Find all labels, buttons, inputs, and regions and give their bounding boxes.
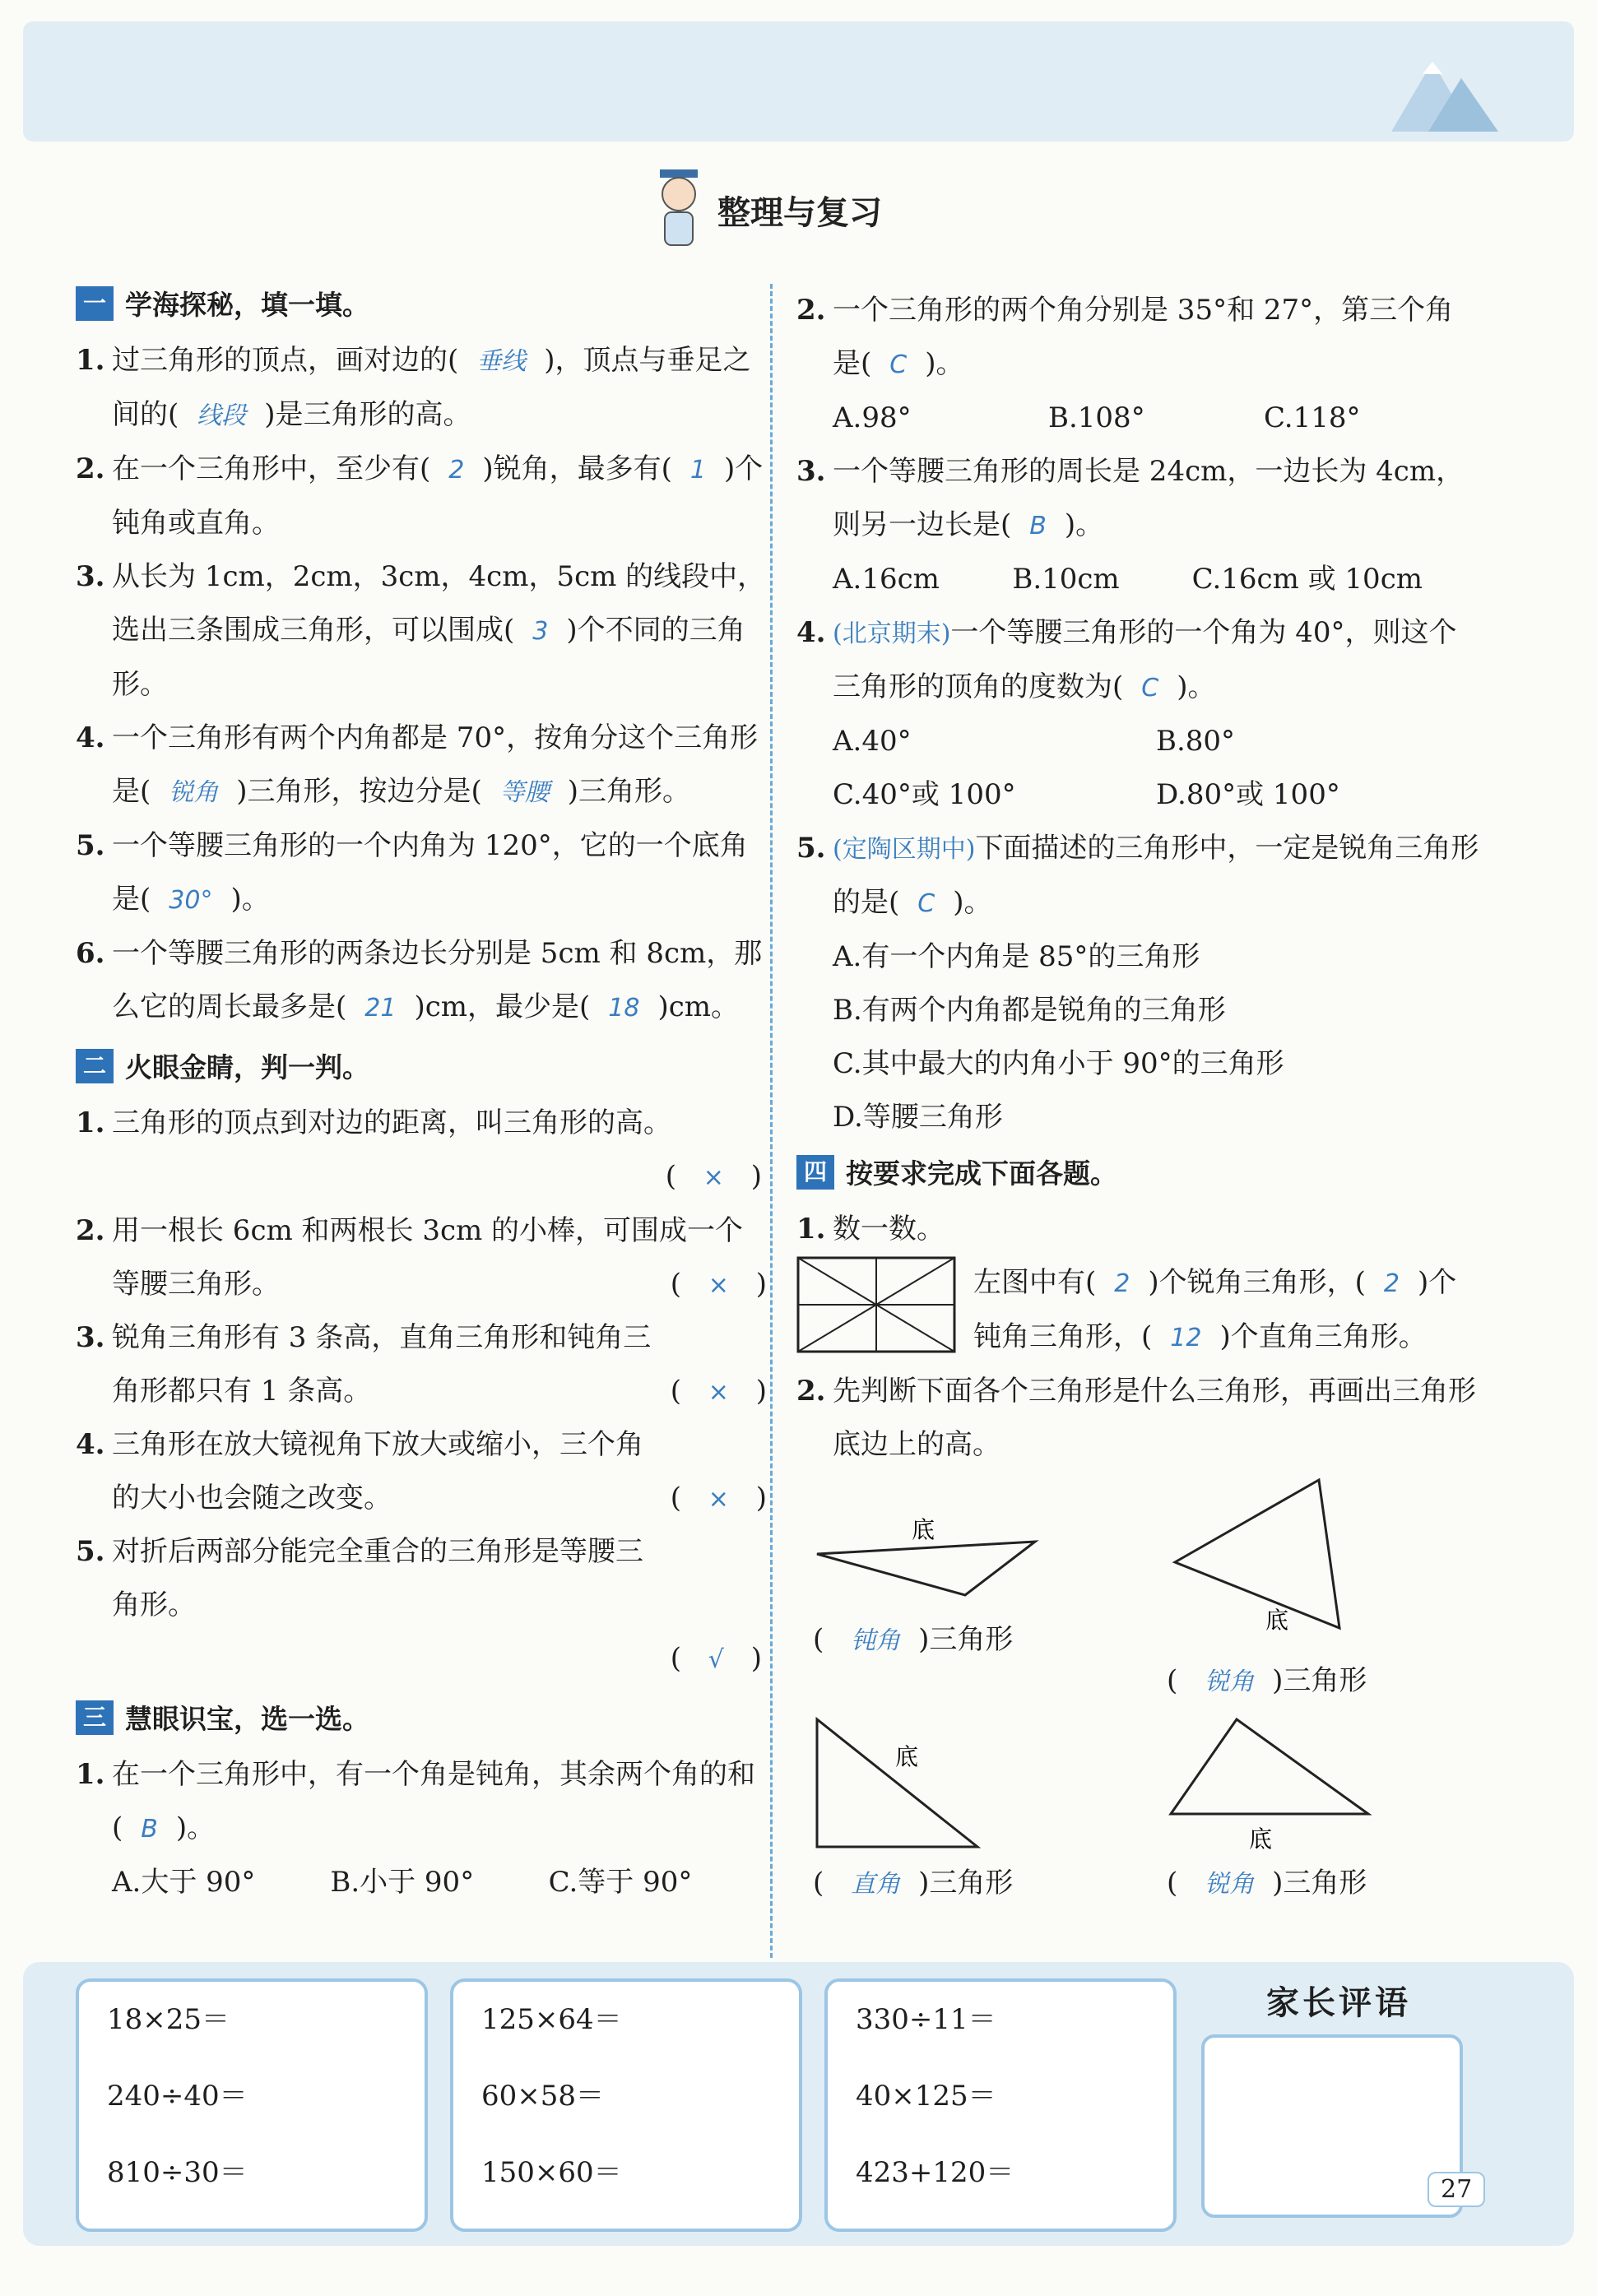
- answer: 锐角: [169, 778, 219, 807]
- triangle-item: 底 ( 直角 )三角形: [813, 1715, 1126, 1909]
- answer: 线段: [197, 401, 247, 430]
- count-text: 左图中有( 2 )个锐角三角形，( 2 )个钝角三角形，( 12 )个直角三角形。: [973, 1266, 1457, 1353]
- fill-question: 4. 一个三角形有两个内角都是 70°，按角分这个三角形是( 锐角 )三角形，按边分是( 等腰 )三角形。: [76, 721, 759, 808]
- answer: 锐角: [1205, 1667, 1255, 1696]
- choice-question: 3. 一个等腰三角形的周长是 24cm，一边长为 4cm，则另一边长是( B )。: [796, 455, 1465, 541]
- judge-answer: ×: [708, 1485, 729, 1514]
- answer: 等腰: [499, 778, 550, 807]
- answer: 垂线: [476, 347, 527, 376]
- calc-item: 18×25＝: [107, 2003, 230, 2036]
- rectangle-figure: [796, 1256, 957, 1355]
- source-tag: (北京期末): [833, 619, 951, 648]
- right-column: [796, 284, 1479, 1909]
- judge-answer: ×: [703, 1163, 724, 1192]
- triangle-row: [796, 1715, 1479, 1909]
- acute-triangle-figure: [1167, 1715, 1381, 1855]
- section-choice: [76, 1698, 767, 1737]
- obtuse-triangle-figure: [813, 1472, 1043, 1612]
- choice-option: A.有一个内角是 85°的三角形: [833, 940, 1200, 973]
- calc-card: [824, 1978, 1177, 2232]
- base-label: 底: [1249, 1825, 1273, 1853]
- count-row: [796, 1256, 1479, 1365]
- answer: 30°: [169, 886, 213, 915]
- base-label: 底: [912, 1516, 935, 1543]
- fill-question: 3. 从长为 1cm，2cm，3cm，4cm，5cm 的线段中，选出三条围成三角形，可以围成( 3 )个不同的三角形。: [76, 560, 766, 701]
- section-task: [796, 1153, 1479, 1191]
- page-title-wrap: [650, 165, 882, 255]
- calc-item: 423+120＝: [856, 2156, 1014, 2189]
- answer: C: [917, 889, 935, 918]
- student-mascot-icon: [650, 165, 708, 255]
- calc-item: 60×58＝: [481, 2080, 605, 2113]
- section-title: 按要求完成下面各题。: [846, 1157, 1117, 1190]
- judge-question: 4. 三角形在放大镜视角下放大或缩小，三个角的大小也会随之改变。 ( × ): [76, 1428, 767, 1514]
- answer: 钝角: [851, 1626, 901, 1655]
- fill-question: 1. 过三角形的顶点，画对边的( 垂线 )，顶点与垂足之间的( 线段 )是三角形的高。: [76, 344, 751, 431]
- triangle-item: 底 ( 锐角 )三角形: [1167, 1472, 1479, 1707]
- judge-question: 2. 用一根长 6cm 和两根长 3cm 的小棒，可围成一个等腰三角形。 ( × ): [76, 1214, 767, 1301]
- mountain-icon: [1383, 45, 1506, 136]
- answer: 3: [532, 617, 549, 646]
- fill-question: 2. 在一个三角形中，至少有( 2 )锐角，最多有( 1 )个钝角或直角。: [76, 452, 764, 540]
- triangle-item: 底 ( 钝角 )三角形: [813, 1472, 1126, 1707]
- review-title: 家长评语: [1266, 1984, 1411, 2022]
- section-title: 学海探秘，填一填。: [125, 289, 369, 321]
- page-title: 整理与复习: [717, 193, 882, 232]
- choice-question: 2. 一个三角形的两个角分别是 35°和 27°，第三个角是( C )。: [796, 294, 1454, 380]
- choice-option: B.有两个内角都是锐角的三角形: [833, 994, 1226, 1027]
- answer: C: [889, 350, 908, 379]
- judge-answer: √: [708, 1645, 724, 1674]
- choice-options: C.40°或 100° D.80°或 100°: [833, 778, 1340, 811]
- choice-option: C.其中最大的内角小于 90°的三角形: [833, 1047, 1284, 1080]
- section-badge: 二: [76, 1049, 114, 1083]
- calc-item: 810÷30＝: [107, 2156, 248, 2189]
- task-question: 1. 数一数。: [796, 1213, 945, 1245]
- answer: 18: [608, 994, 640, 1023]
- base-label: 底: [1265, 1607, 1289, 1634]
- fill-question: 6. 一个等腰三角形的两条边长分别是 5cm 和 8cm，那么它的周长最多是( 21 )cm，最少是( 18 )cm。: [76, 937, 763, 1023]
- triangle-row: [796, 1472, 1479, 1707]
- judge-question: 3. 锐角三角形有 3 条高，直角三角形和钝角三角形都只有 1 条高。 ( × ): [76, 1321, 767, 1408]
- source-tag: (定陶区期中): [833, 835, 976, 864]
- answer: B: [141, 1815, 158, 1844]
- section-title: 火眼金睛，判一判。: [125, 1051, 369, 1083]
- mental-calc-area: [76, 1978, 1532, 2225]
- answer: 21: [364, 994, 397, 1023]
- header-band: [23, 21, 1574, 141]
- section-badge: 三: [76, 1700, 114, 1735]
- answer: 2: [1114, 1269, 1130, 1298]
- judge-question: 5. 对折后两部分能完全重合的三角形是等腰三角形。 ( √ ): [76, 1535, 762, 1675]
- answer: 锐角: [1205, 1870, 1255, 1899]
- fill-question: 5. 一个等腰三角形的一个内角为 120°，它的一个底角是( 30° )。: [76, 829, 748, 916]
- choice-question: 1. 在一个三角形中，有一个角是钝角，其余两个角的和( B )。: [76, 1758, 755, 1844]
- section-badge: 一: [76, 286, 114, 321]
- page-number: 27: [1428, 2172, 1485, 2207]
- choice-options: A.98° B.108° C.118°: [833, 401, 1361, 434]
- judge-answer: ×: [708, 1271, 729, 1300]
- calc-item: 40×125＝: [856, 2080, 996, 2113]
- section-judge: [76, 1046, 767, 1085]
- choice-options: A.16cm B.10cm C.16cm 或 10cm: [833, 563, 1423, 596]
- calc-card: [450, 1978, 802, 2232]
- column-divider: [770, 284, 773, 1958]
- base-label: 底: [895, 1743, 919, 1770]
- triangle-item: 底 ( 锐角 )三角形: [1167, 1715, 1479, 1909]
- acute-triangle-figure: [1167, 1472, 1356, 1653]
- right-triangle-figure: [813, 1715, 994, 1855]
- choice-options: A.40° B.80°: [833, 725, 1236, 758]
- choice-question: 5. (定陶区期中)下面描述的三角形中，一定是锐角三角形的是( C )。: [796, 832, 1479, 919]
- review-box: [1201, 2034, 1463, 2218]
- calc-card: [76, 1978, 428, 2232]
- answer: 2: [448, 456, 465, 485]
- calc-item: 125×64＝: [481, 2003, 622, 2036]
- answer: 直角: [851, 1870, 901, 1899]
- section-badge: 四: [796, 1155, 834, 1190]
- answer: C: [1141, 674, 1159, 703]
- choice-question: 4. (北京期末)一个等腰三角形的一个角为 40°，则这个三角形的顶角的度数为( C )。: [796, 616, 1457, 703]
- calc-item: 150×60＝: [481, 2156, 622, 2189]
- answer: 1: [689, 456, 706, 485]
- answer: 12: [1170, 1324, 1202, 1352]
- calc-item: 330÷11＝: [856, 2003, 996, 2036]
- choice-options: A.大于 90° B.小于 90° C.等于 90°: [112, 1866, 693, 1899]
- calc-item: 240÷40＝: [107, 2080, 248, 2113]
- answer: B: [1029, 512, 1047, 540]
- task-question: 2. 先判断下面各个三角形是什么三角形，再画出三角形底边上的高。: [796, 1375, 1476, 1461]
- left-column: [76, 284, 767, 1909]
- judge-question: 1. 三角形的顶点到对边的距离，叫三角形的高。 ( × ): [76, 1106, 762, 1193]
- section-fill: [76, 284, 767, 322]
- judge-answer: ×: [708, 1378, 729, 1407]
- choice-option: D.等腰三角形: [833, 1101, 1003, 1134]
- section-title: 慧眼识宝，选一选。: [125, 1703, 369, 1735]
- answer: 2: [1383, 1269, 1400, 1298]
